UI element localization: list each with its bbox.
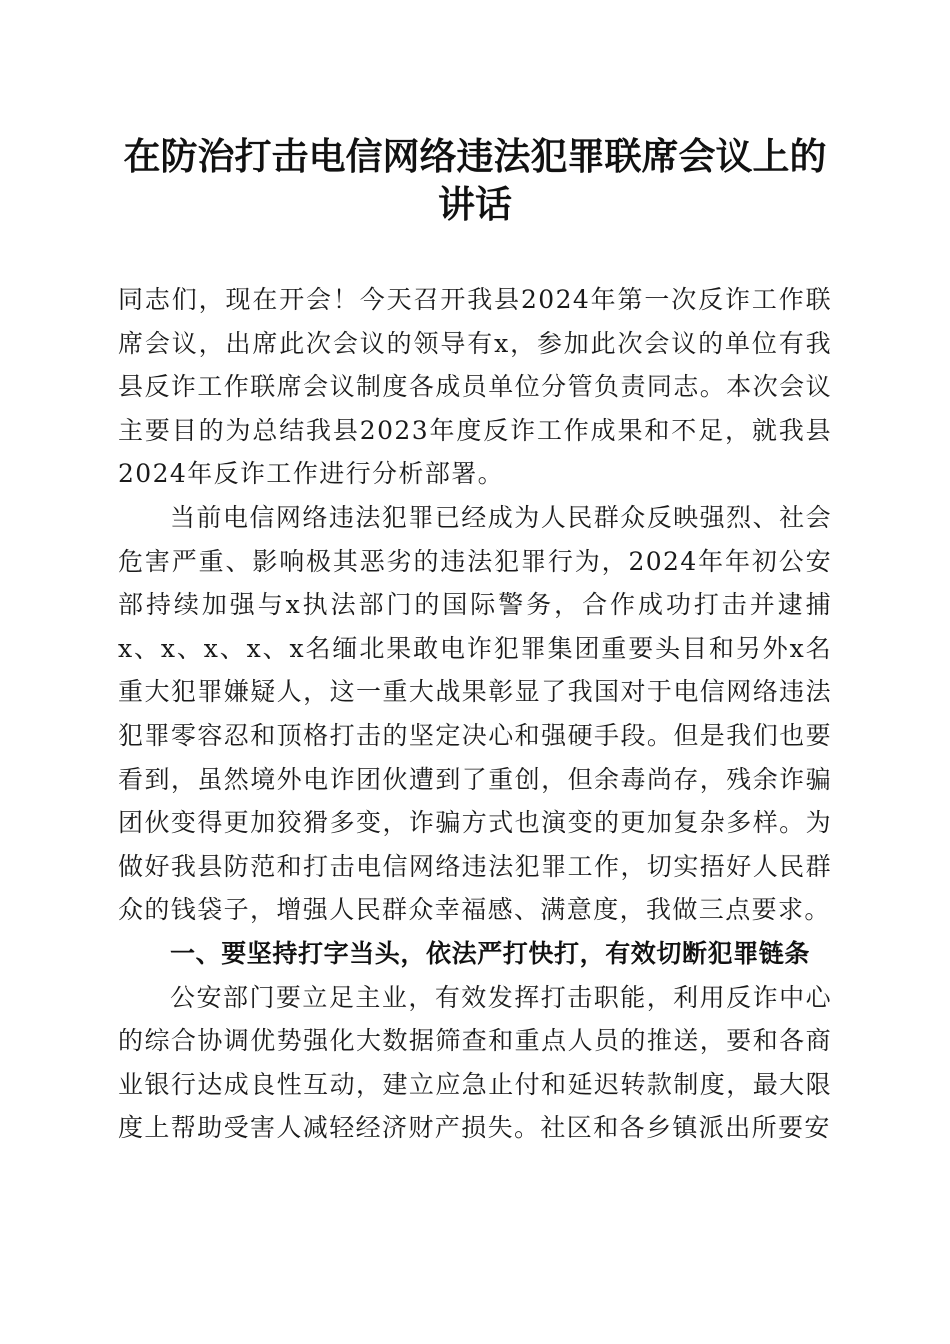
section-paragraph: 公安部门要立足主业，有效发挥打击职能，利用反诈中心的综合协调优势强化大数据筛查和重点人员的推送，要和各商业银行达成良性互动，建立应急止付和延迟转款制度，最大限度上帮助受害人减轻经济财产损失。社区和各乡镇派出所要安	[118, 982, 832, 1143]
document-title: 在防治打击电信网络违法犯罪联席会议上的讲话	[123, 134, 827, 226]
section-heading: 一、要坚持打字当头，依法严打快打，有效切断犯罪链条	[170, 938, 811, 968]
background-paragraph: 当前电信网络违法犯罪已经成为人民群众反映强烈、社会危害严重、影响极其恶劣的违法犯罪行为，2024年年初公安部持续加强与x执法部门的国际警务，合作成功打击并逮捕x、x、x、x、x名缅北果敢电诈犯罪集团重要头目和另外x名重大犯罪嫌疑人，这一重大战果彰显了我国对于电信网络违法犯罪零容忍和顶格打击的坚定决心和强硬手段。但是我们也要看到，虽然境外电诈团伙遭到了重创，但余毒尚存，残余诈骗团伙变得更加狡猾多变，诈骗方式也演变的更加复杂多样。为做好我县防范和打击电信网络违法犯罪工作，切实捂好人民群众的钱袋子，增强人民群众幸福感、满意度，我做三点要求。	[118, 502, 832, 925]
document-body	[118, 278, 832, 1150]
opening-paragraph: 同志们，现在开会！今天召开我县2024年第一次反诈工作联席会议，出席此次会议的领导有x，参加此次会议的单位有我县反诈工作联席会议制度各成员单位分管负责同志。本次会议主要目的为总结我县2023年度反诈工作成果和不足，就我县2024年反诈工作进行分析部署。	[118, 285, 832, 489]
